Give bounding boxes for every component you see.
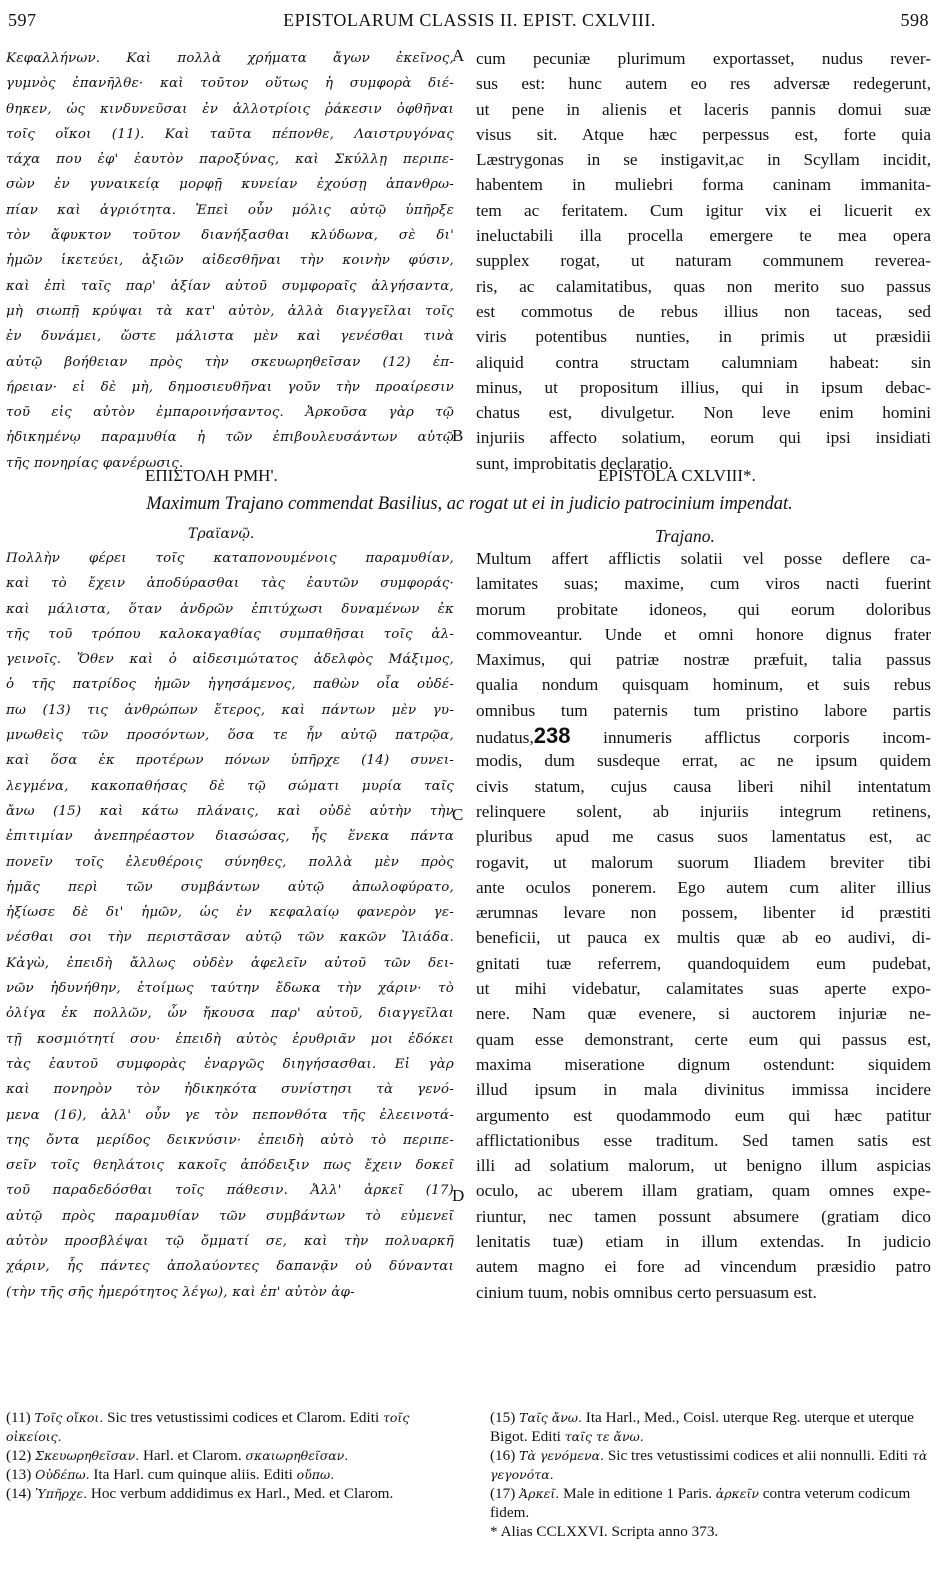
footnotes-left [6,1408,446,1503]
footnote-part: τὰ γεγονότα. [490,1448,928,1482]
footnote-part: (17) [490,1485,520,1502]
running-header [0,10,939,40]
text-line: commoveantur. Unde et omni honore dignus frater [476,624,931,644]
text-line: καὶ ἐπὶ ταῖς παρ' ἀξίαν αὐτοῦ συμφοραῖς ἀλγήσαντα, [6,278,454,294]
page-number-left: 597 [8,10,37,30]
footnote-part: * [490,1523,501,1540]
footnote-part: τοῖς οἰκείοις. [6,1410,410,1444]
text-line: ut mihi videbatur, calamitates suas aperte expo- [476,979,931,999]
footnote [6,1408,446,1446]
text-line: pluribus apud me casus suos lamentatus est, ac [476,827,931,847]
text-line: est commotus de rebus illius non taceas, sed [476,301,931,321]
text-line: sus est: hunc autem eo res adversæ redegerunt, [476,74,931,94]
text-line: λεγμένα, κακοπαθήσας δὲ τῷ σώματι μυρία ταῖς [6,778,454,794]
margin-letter-a: A [452,46,465,65]
text-line: της ὄντα μερίδος δεικνύσιν· ἐπειδὴ αὐτὸ τὸ περιπε- [6,1132,454,1148]
text-line: ήρειαν· εἰ δὲ μὴ, δημοσιευθῆναι γοῦν τὴν προαίρεσιν [6,379,454,395]
text-line: afflictationibus esse traditum. Sed tamen satis est [476,1130,931,1150]
text-line: quam esse demonstrant, certe eum qui passus est, [476,1029,931,1049]
text-line: γυμνὸς ἐπανῆλθε· καὶ τοῦτον οὕτως ἡ συμφορὰ διέ- [6,76,454,92]
text-line: νέσθαι σοι τὴν περιστᾶσαν αὐτῷ τῶν κακῶν Ἰλιάδα. [6,930,454,946]
text-line: nere. Nam quæ evenere, si auctorem injuriæ ne- [476,1004,931,1024]
footnote-part: Ὑπῆρχε. [35,1486,88,1501]
text-line: lenitatis tuæ) etiam in illum extendas. In judicio [476,1232,931,1252]
footnote-part: (12) [6,1447,36,1464]
footnote-part: Σκευωρηθεῖσαν. [35,1448,140,1463]
text-line: riuntur, nec tamen possunt absumere (gratiam dico [476,1206,931,1226]
text-line: supplex rogat, ut naturam communem reverea- [476,251,931,271]
footnote-part: Τοῖς οἴκοι. [34,1410,104,1425]
text-line: morum probitate idoneos, qui eorum doloribus [476,599,931,619]
text-line: Κεφαλλήνων. Καὶ πολλὰ χρήματα ἄγων ἐκεῖνος, [6,51,454,66]
text-line: maxima miseratione dignum ostendunt: siquidem [476,1054,931,1074]
text-line [476,723,931,748]
text-line: Κἀγὼ, ἐπειδὴ ἄλλως οὐδὲν ἀφελεῖν αὐτοῦ τῶν δει- [6,955,454,971]
text-line: αὐτῷ βοήθειαν πρὸς τὴν σκευωρηθεῖσαν (12) ἐπ- [6,354,454,370]
text-line: aliquid contra structam calumniam habeat: sin [476,352,931,372]
latin-epistle-heading: EPISTOLA CXLVIII*. [598,466,756,485]
text-line: πίαν καὶ ἀγριότητα. Ἐπεὶ οὖν μόλις αὐτῷ ὑπῆρξε [6,202,454,218]
footnote-part: (14) [6,1485,36,1502]
text-line: sunt, improbitatis declaratio. [476,453,673,473]
text-line: πονεῖν τοῖς ἐλευθέροις σύνηθες, πολλὰ μὲν πρὸς [6,854,454,870]
footnote-part: Ita Harl., Med., Coisl. uterque Reg. uterque et uterque Bigot. Editi [490,1409,914,1445]
text-line: modis, dum susdeque errat, ac ne ipsum quidem [476,751,931,771]
footnote-part: (16) [490,1447,520,1464]
running-title: EPISTOLARUM CLASSIS II. EPIST. CXLVIII. [283,10,656,30]
text-line: argumento est quodammodo eum qui hæc patitur [476,1105,931,1125]
footnote [6,1465,446,1484]
footnote-part: Hoc verbum addidimus ex Harl., Med. et Clarom. [87,1485,394,1502]
text-line: μὴ σιωπῇ κρύψαι τὰ κατ' αὐτὸν, ἀλλὰ διαγγεῖλαι τοῖς [6,303,454,319]
text-line: ineluctabili illa procella emergere te mea opera [476,226,931,246]
footnote-part: Sic tres vetustissimi codices et Clarom. Editi [103,1409,383,1426]
latin-addressee: Trajano. [655,526,715,546]
footnote [490,1484,930,1522]
text-line: τοῦ παραδεδόσθαι τοῖς πάθεσιν. Ἀλλ' ἀρκεῖ (17) [6,1183,454,1199]
text-line: visus sit. Atque hæc perpessus est, forte quia [476,124,931,144]
text-line: θηκεν, ὡς κινδυνεῦσαι ἐν ἀλλοτρίοις ῥάκεσιν ὀφθῆναι [6,101,454,117]
text-line: τὸν ἄφυκτον τοῦτον διανήξασθαι κλύδωνα, σὲ δι' [6,228,454,244]
text-line: ἄνω (15) καὶ κάτω πλάναις, καὶ οὐδὲ αὐτὴν τὴν [6,803,454,819]
text-line: minus, ut propositum illius, qui in ipsum debac- [476,377,931,397]
text-line: ante oculos ponerem. Ego autem cum aliter illius [476,877,931,897]
text-line: ἡμᾶς περὶ τῶν συμβάντων αὐτῷ ἀπωλοφύρατο, [6,879,454,895]
footnote-part: (11) [6,1409,35,1426]
text-line: lamitates suas; maxime, cum viros nacti fuerint [476,574,931,594]
text-line: omnibus tum paternis tum pristino labore partis [476,700,931,720]
footnote-part: Male in editione 1 Paris. [559,1485,716,1502]
text-line: ἐπιτιμίαν ἀνεπηρέαστον διασώσας, ἧς ἕνεκα πάντα [6,829,454,845]
text-line: civis statum, cujus causa liberi nihil intentatum [476,776,931,796]
footnote [490,1522,930,1541]
text-line: (τὴν τῆς σῆς ἡμερότητος λέγω), καὶ ἐπ' αὐτὸν ἀφ- [6,1284,355,1300]
text-line: cinium tuum, nobis omnibus certo persuasum est. [476,1282,817,1302]
text-line: χάριν, ἧς πάντες ἀπολαύοντες δαπανᾷν οὐ δύνανται [6,1259,454,1275]
text-line: ut pene in alienis et laceris pannis domui suæ [476,99,931,119]
footnote-part: (15) [490,1409,520,1426]
text-line: injuriis affecto solatium, eorum qui ipsi insidiati [476,428,931,448]
greek-column-body [6,546,454,1305]
text-line: ris, ac calamitatibus, quas non merito suo passus [476,276,931,296]
margin-letter-b: B [452,426,464,445]
text-line: τάχα που ἐφ' ἑαυτὸν παροξύνας, καὶ Σκύλλῃ περιπε- [6,152,454,168]
footnote-part: Alias CCLXXVI. Scripta anno 373. [500,1523,719,1540]
text-line: Multum affert afflictis solatii vel posse deflere ca- [476,549,931,568]
text-line: αὐτῷ πρὸς παραμυθίαν τῶν συμβάντων τὸ εὐμενεῖ [6,1208,454,1224]
text-line: καὶ πονηρὸν τὸν ἠδικηκότα συνίστησι τὰ γενό- [6,1082,454,1098]
text-line: ὀλίγα ἐκ πολλῶν, ὧν ἤκουσα παρ' αὐτοῦ, διαγγεῖλαι [6,1006,454,1022]
text-line: ærumnas levare non possem, libenter id præstiti [476,903,931,923]
footnote-part: Harl. et Clarom. [139,1447,246,1464]
column-number-marker: 238 [533,723,571,749]
text-line: σὼν ἐν γυναικείᾳ μορφῇ κυνείαν ἐχούσῃ ἀπανθρω- [6,177,454,193]
margin-letter-c: C [452,805,464,824]
text-line: τῆς πονηρίας φανέρωσις. [6,455,184,471]
text-line: ἠδικημένῳ παραμυθία ἡ τῶν ἐπιβουλευσάντων αὐτῷ [6,430,454,446]
footnote [6,1484,446,1503]
text-line: chatus est, divulgetur. Non leve enim homini [476,403,931,423]
latin-column-body [476,546,931,1305]
footnote-part: ταῖς τε ἄνω. [564,1429,644,1444]
text-line: autem magno ei fore ad vincendum præsidio patro [476,1257,931,1277]
footnote [490,1408,930,1446]
text-line: beneficii, ut pauca ex multis quæ ab eo audivi, di- [476,928,931,948]
footnote-part: Ταῖς ἄνω. [519,1410,582,1425]
footnote-part: Τὰ γενόμενα. [519,1448,605,1463]
epistle-summary: Maximum Trajano commendat Basilius, ac rogat ut ei in judicio patrocinium impendat. [146,494,793,514]
footnote [6,1446,446,1465]
line-text: nudatus, [476,728,534,748]
footnote-part: οὔπω. [296,1467,335,1482]
text-line: Πολλὴν φέρει τοῖς καταπονουμένοις παραμυθίαν, [6,551,454,566]
text-line: αὐτὸν προσβλέψαι τῷ ὄμματί σε, καὶ τὴν πολυαρκῆ [6,1234,454,1250]
text-line: Maximus, qui patriæ nostræ præfuit, talia passus [476,650,931,670]
text-line: τῆς τοῦ τρόπου καλοκαγαθίας συμπαθῆσαι τοῖς ἀλ- [6,626,454,642]
text-line: ὁ τῆς πατρίδος ἡμῶν ἡγησάμενος, παθὼν οἷα οὐδέ- [6,677,454,693]
footnote-part: (13) [6,1466,36,1483]
text-line: relinquere solent, ab injuriis integrum retinens, [476,801,931,821]
text-line: illi ad solatium malorum, ut benigno illum aspicias [476,1156,931,1176]
footnote-part: Οὐδέπω. [35,1467,90,1482]
text-line: tem ac feritatem. Cum igitur vix ei licuerit ex [476,200,931,220]
text-line: τὰς ἑαυτοῦ συμφορὰς ἐναργῶς διηγήσασθαι. Εἰ γὰρ [6,1056,454,1072]
greek-column-top [6,46,454,476]
line-text: innumeris afflictus corporis incom- [570,728,931,748]
latin-column-top [476,46,931,476]
text-line: μνωθεὶς τῶν προσόντων, ὅσα τε ἦν αὐτῷ πατρῷα, [6,728,454,744]
footnote-part: Ita Harl. cum quinque aliis. Editi [89,1466,297,1483]
greek-addressee: Τραϊανῷ. [188,526,255,542]
footnote-part: Sic tres vetustissimi codices et alii nonnulli. Editi [604,1447,912,1464]
text-line: cum pecuniæ plurimum exportasset, nudus rever- [476,49,931,68]
text-line: καὶ μάλιστα, ὅταν ἀνδρῶν ἐπιτύχωσι δυναμένων ἐκ [6,601,454,617]
footnote-part: σκαιωρηθεῖσαν. [245,1448,349,1463]
text-line: gnitati tuæ referrem, quandoquidem eum pudebat, [476,953,931,973]
text-line: Læstrygonas in se instigavit,ac in Scyllam incidit, [476,150,931,170]
text-line: τῇ κοσμιότητί σου· ἐπειδὴ αὐτὸς ἐρυθριᾶν μοι ἐδόκει [6,1031,454,1047]
text-line: rogavit, ut malorum suorum Iliadem breviter tibi [476,852,931,872]
text-line: καὶ ὅσα ἐκ προτέρων πόνων ὑπῆρχε (14) συνει- [6,753,454,769]
text-line: τοῖς οἴκοι (11). Καὶ ταῦτα πέπονθε, Λαιστρυγόνας [6,126,454,142]
text-line: μενα (16), ἀλλ' οὖν γε τὸν πεπονθότα τῆς ἐλεεινοτά- [6,1107,454,1123]
text-line: qualia nondum quisquam hominum, et suis rebus [476,675,931,695]
text-line: γεινοῖς. Ὅθεν καὶ ὁ αἰδεσιμώτατος ἀδελφὸς Μάξιμος, [6,652,454,668]
text-line: καὶ τὸ ἔχειν ἀποδύρασθαι τὰς ἑαυτῶν συμφοράς· [6,576,454,592]
text-line: σεῖν τοῖς θεηλάτοις κακοῖς ἀπόδειξιν πως ἔχειν δοκεῖ [6,1158,454,1174]
greek-epistle-heading: ΕΠΙΣΤΟΛΗ ΡΜΗ'. [145,466,278,485]
page-number-right: 598 [900,10,929,30]
footnote [490,1446,930,1484]
text-line: oculo, ac uberem illam gratiam, quam omnes expe- [476,1181,931,1201]
text-line: ἐν δυνάμει, ὥστε μάλιστα μὲν καὶ γενέσθαι τινὰ [6,329,454,345]
footnote-part: ἀρκεῖν [715,1486,759,1501]
text-line: ἠξίωσε δὲ δι' ἡμῶν, ὡς ἐν κεφαλαίῳ φανερὸν γε- [6,905,454,921]
text-line: habentem in muliebri forma caninam immanita- [476,175,931,195]
text-line: viris potentibus nunties, in primis ut præsidii [476,327,931,347]
footnotes-right [490,1408,930,1541]
text-line: νῶν ἠδυνήθην, ἑτοίμως ταύτην ἔδωκα τὴν χάριν· τὸ [6,981,454,997]
text-line: πω (13) τις ἀνθρώπων ἕτερος, καὶ πάντων μὲν γυ- [6,702,454,718]
footnote-part: Ἀρκεῖ. [519,1486,560,1501]
text-line: ἡμῶν ἱκετεύει, ἀξιῶν αἰδεσθῆναι τὴν κοινὴν φύσιν, [6,253,454,269]
footnote-part: contra veterum codicum fidem. [490,1485,911,1521]
text-line: τοῦ εἰς αὐτὸν ἐμπαροινήσαντος. Ἀρκοῦσα γὰρ τῷ [6,405,454,421]
margin-letter-d: D [452,1186,465,1205]
text-line: illud ipsum in mala divinitus immissa incidere [476,1080,931,1100]
